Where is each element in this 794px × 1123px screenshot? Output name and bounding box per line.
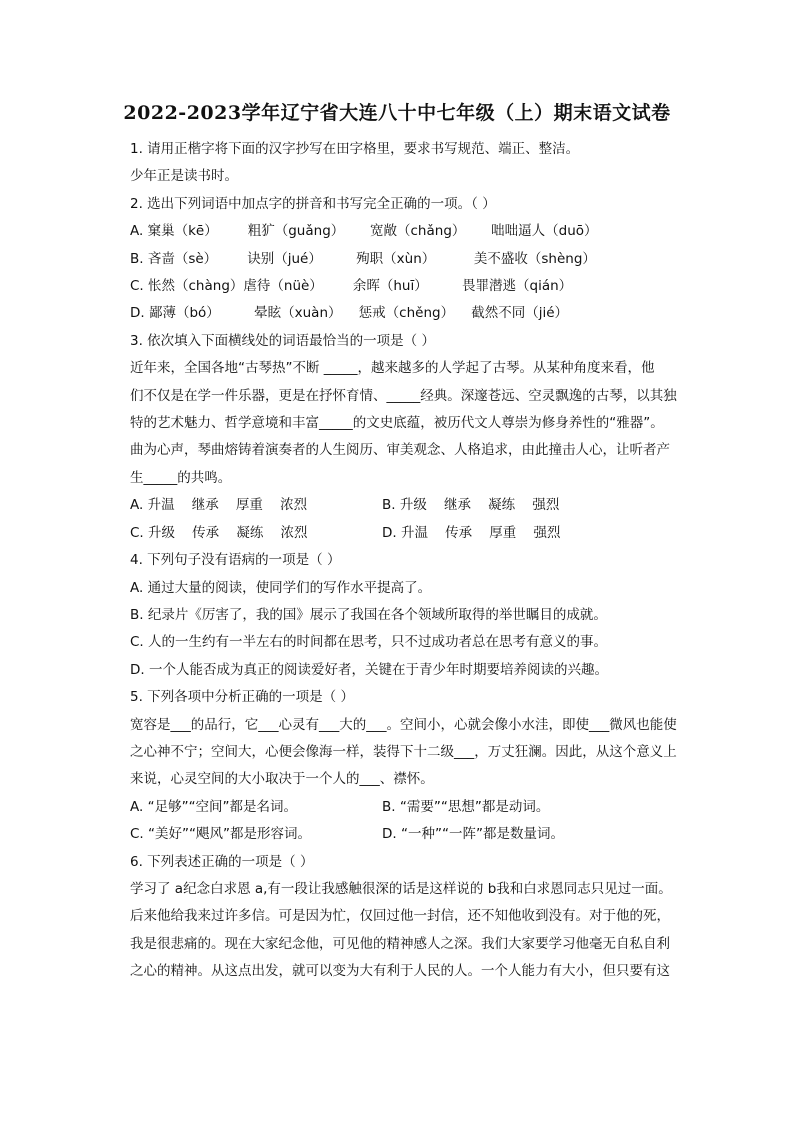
q5-passage-line: 之心神不宁；空间大，心便会像海一样，装得下十二级___，万丈狂澜。因此，从这个意义上 bbox=[130, 743, 677, 760]
q3-passage-line: 生_____的共鸣。 bbox=[130, 469, 232, 486]
q6-passage-line: 后来他给我来过许多信。可是因为忙，仅回过他一封信，还不知他收到没有。对于他的死， bbox=[130, 908, 670, 925]
q5-options-row bbox=[130, 794, 690, 821]
q5-passage-line: 来说，心灵空间的大小取决于一个人的___、襟怀。 bbox=[130, 771, 434, 788]
q5-passage-line: 宽容是___的品行，它___心灵有___大的___。空间小，心就会像小水洼，即使___微风也能使 bbox=[130, 716, 677, 733]
q3-stem: 3. 依次填入下面横线处的词语最恰当的一项是（ ） bbox=[130, 332, 435, 349]
q2-option-a: A. 窠巢（kē） 粗犷（guǎng） 宽敞（chǎng） 咄咄逼人（duō） bbox=[130, 223, 598, 240]
q4-stem: 4. 下列句子没有语病的一项是（ ） bbox=[130, 552, 341, 569]
q3-passage-line: 近年来，全国各地“古琴热”不断 _____，越来越多的人学起了古琴。从某种角度来看，他 bbox=[130, 360, 655, 377]
q2-option-c: C. 怅然（chàng）虐待（nüè） 余晖（huī） 畏罪潜逃（qián） bbox=[130, 278, 573, 295]
q4-option-b: B. 纪录片《厉害了，我的国》展示了我国在各个领域所取得的举世瞩目的成就。 bbox=[130, 606, 607, 623]
q4-option-a: A. 通过大量的阅读，使同学们的写作水平提高了。 bbox=[130, 579, 432, 596]
q3-option-c: C. 升级 传承 凝练 浓烈 bbox=[130, 524, 308, 541]
q5-option-c: C. “美好”“飓风”都是形容词。 bbox=[130, 826, 311, 843]
q5-option-a: A. “足够”“空间”都是名词。 bbox=[130, 798, 298, 815]
q4-option-c: C. 人的一生约有一半左右的时间都在思考，只不过成功者总在思考有意义的事。 bbox=[130, 634, 608, 651]
q6-passage-line: 我是很悲痛的。现在大家纪念他，可见他的精神感人之深。我们大家要学习他毫无自私自利 bbox=[130, 935, 670, 952]
q6-passage-line: 学习了 a纪念白求恩 a,有一段让我感触很深的话是这样说的 b我和白求恩同志只见过一面。 bbox=[130, 880, 672, 897]
q4-option-d: D. 一个人能否成为真正的阅读爱好者，关键在于青少年时期要培养阅读的兴趣。 bbox=[130, 661, 608, 678]
q3-passage-line: 曲为心声，琴曲熔铸着演奏者的人生阅历、审美观念、人格追求，由此撞击人心，让听者产 bbox=[130, 442, 670, 459]
exam-content bbox=[130, 136, 690, 986]
q5-stem: 5. 下列各项中分析正确的一项是（ ） bbox=[130, 689, 354, 706]
q2-stem: 2. 选出下列词语中加点字的拼音和书写完全正确的一项。（ ） bbox=[130, 195, 496, 212]
q6-stem: 6. 下列表述正确的一项是（ ） bbox=[130, 853, 314, 870]
q5-options-row bbox=[130, 821, 690, 848]
q3-options-row bbox=[130, 492, 690, 519]
q6-passage-line: 之心的精神。从这点出发，就可以变为大有利于人民的人。一个人能力有大小，但只要有这 bbox=[130, 963, 670, 980]
q3-option-b: B. 升级 继承 凝练 强烈 bbox=[382, 497, 560, 514]
q2-option-d: D. 鄙薄（bó） 晕眩（xuàn） 惩戒（chěng） 截然不同（jié） bbox=[130, 305, 569, 322]
q3-option-a: A. 升温 继承 厚重 浓烈 bbox=[130, 497, 308, 514]
page-title: 2022-2023学年辽宁省大连八十中七年级（上）期末语文试卷 bbox=[123, 102, 671, 124]
q3-passage-line: 们不仅是在学一件乐器，更是在抒怀育情、_____经典。深邃苍远、空灵飘逸的古琴，以其独 bbox=[130, 387, 677, 404]
q3-passage-line: 特的艺术魅力、哲学意境和丰富_____的文史底蕴，被历代文人尊崇为修身养性的“雅器”。 bbox=[130, 415, 664, 432]
q1-text: 少年正是读书时。 bbox=[130, 168, 238, 185]
q2-option-b: B. 吝啬（sè） 诀别（jué） 殉职（xùn） 美不盛收（shèng） bbox=[130, 250, 596, 267]
q3-option-d: D. 升温 传承 厚重 强烈 bbox=[382, 524, 561, 541]
q1-stem: 1. 请用正楷字将下面的汉字抄写在田字格里，要求书写规范、端正、整洁。 bbox=[130, 141, 580, 157]
q5-option-d: D. “一种”“一阵”都是数量词。 bbox=[382, 826, 564, 843]
q3-options-row bbox=[130, 520, 690, 547]
q5-option-b: B. “需要”“思想”都是动词。 bbox=[382, 798, 550, 815]
